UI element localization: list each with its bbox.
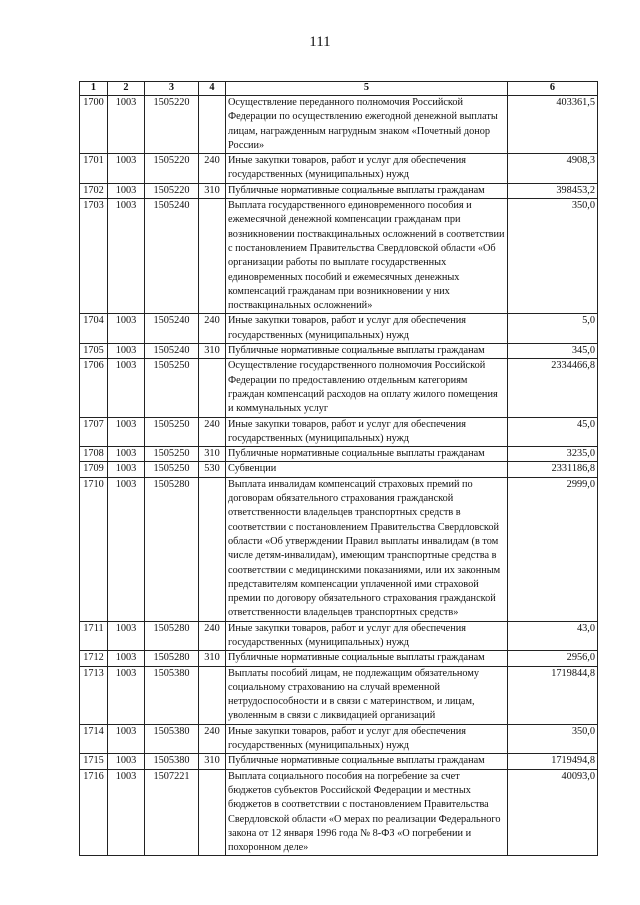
expense-kind-cell: 240: [199, 314, 226, 344]
section-code-cell: 1003: [108, 154, 145, 184]
expense-kind-cell: 240: [199, 154, 226, 184]
column-header: 4: [199, 82, 226, 96]
section-code-cell: 1003: [108, 314, 145, 344]
description-cell: Публичные нормативные социальные выплаты гражданам: [226, 754, 508, 769]
expense-kind-cell: [199, 199, 226, 314]
description-cell: Публичные нормативные социальные выплаты гражданам: [226, 651, 508, 666]
amount-cell: 2999,0: [508, 477, 598, 621]
expense-kind-cell: 240: [199, 724, 226, 754]
row-code-cell: 1713: [80, 666, 108, 724]
target-article-cell: 1505220: [145, 154, 199, 184]
expense-kind-cell: 310: [199, 344, 226, 359]
description-cell: Выплата инвалидам компенсаций страховых премий по договорам обязательного страхования гражданской ответственности владельцев транспортных средств в соответствии с постановлением Правительства Свердловской области «Об утверждении Правил выплаты инвалидам (в том числе детям-инвалидам), имеющим транспортные средства в соответствии с медицинскими показаниями, или их законным представителям компенсации уплаченной ими страховой премии по договору обязательного страхования гражданской ответственности владельцев транспортных средств»: [226, 477, 508, 621]
description-cell: Иные закупки товаров, работ и услуг для обеспечения государственных (муниципальных) нужд: [226, 154, 508, 184]
description-cell: Выплата государственного единовременного пособия и ежемесячной денежной компенсации гражданам при возникновении поствакцинальных осложнений в соответствии с постановлением Правительства Свердловской области «Об организации работы по выплате государственных единовременных пособий и ежемесячных денежных компенсаций гражданам при возникновении у них поствакцинальных осложнений»: [226, 199, 508, 314]
expense-kind-cell: 310: [199, 183, 226, 198]
description-cell: Выплата социального пособия на погребение за счет бюджетов субъектов Российской Федерации и местных бюджетов в соответствии с постановлением Правительства Свердловской области «О мерах по реализации Федерального закона от 12 января 1996 года № 8-ФЗ «О погребении и похоронном деле»: [226, 769, 508, 856]
target-article-cell: 1505250: [145, 462, 199, 477]
table-row: [80, 359, 598, 417]
row-code-cell: 1705: [80, 344, 108, 359]
section-code-cell: 1003: [108, 344, 145, 359]
table-row: [80, 462, 598, 477]
amount-cell: 350,0: [508, 724, 598, 754]
target-article-cell: 1505380: [145, 724, 199, 754]
table-row: [80, 651, 598, 666]
section-code-cell: 1003: [108, 447, 145, 462]
budget-table: [79, 81, 598, 856]
amount-cell: 1719844,8: [508, 666, 598, 724]
target-article-cell: 1505280: [145, 651, 199, 666]
column-header: 3: [145, 82, 199, 96]
description-cell: Публичные нормативные социальные выплаты гражданам: [226, 344, 508, 359]
table-row: [80, 769, 598, 856]
table-row: [80, 666, 598, 724]
row-code-cell: 1706: [80, 359, 108, 417]
target-article-cell: 1505280: [145, 477, 199, 621]
section-code-cell: 1003: [108, 651, 145, 666]
expense-kind-cell: [199, 96, 226, 154]
description-cell: Субвенции: [226, 462, 508, 477]
table-row: [80, 447, 598, 462]
target-article-cell: 1505220: [145, 183, 199, 198]
expense-kind-cell: 310: [199, 754, 226, 769]
amount-cell: 4908,3: [508, 154, 598, 184]
target-article-cell: 1505220: [145, 96, 199, 154]
target-article-cell: 1505250: [145, 447, 199, 462]
section-code-cell: 1003: [108, 621, 145, 651]
target-article-cell: 1505240: [145, 314, 199, 344]
table-row: [80, 314, 598, 344]
table-row: [80, 724, 598, 754]
amount-cell: 2334466,8: [508, 359, 598, 417]
expense-kind-cell: [199, 769, 226, 856]
target-article-cell: 1505240: [145, 199, 199, 314]
section-code-cell: 1003: [108, 666, 145, 724]
section-code-cell: 1003: [108, 183, 145, 198]
expense-kind-cell: 530: [199, 462, 226, 477]
description-cell: Иные закупки товаров, работ и услуг для обеспечения государственных (муниципальных) нужд: [226, 621, 508, 651]
amount-cell: 345,0: [508, 344, 598, 359]
row-code-cell: 1715: [80, 754, 108, 769]
section-code-cell: 1003: [108, 724, 145, 754]
description-cell: Публичные нормативные социальные выплаты гражданам: [226, 183, 508, 198]
table-row: [80, 621, 598, 651]
section-code-cell: 1003: [108, 462, 145, 477]
section-code-cell: 1003: [108, 477, 145, 621]
amount-cell: 2956,0: [508, 651, 598, 666]
column-header: 5: [226, 82, 508, 96]
page-number: 111: [309, 34, 331, 50]
table-row: [80, 154, 598, 184]
column-header: 6: [508, 82, 598, 96]
table-header-row: [80, 82, 598, 96]
expense-kind-cell: [199, 359, 226, 417]
amount-cell: 398453,2: [508, 183, 598, 198]
description-cell: Иные закупки товаров, работ и услуг для обеспечения государственных (муниципальных) нужд: [226, 724, 508, 754]
row-code-cell: 1716: [80, 769, 108, 856]
row-code-cell: 1711: [80, 621, 108, 651]
description-cell: Выплаты пособий лицам, не подлежащим обязательному социальному страхованию на случай временной нетрудоспособности и в связи с материнством, и лицам, уволенным в связи с ликвидацией организаций: [226, 666, 508, 724]
column-header: 1: [80, 82, 108, 96]
amount-cell: 1719494,8: [508, 754, 598, 769]
row-code-cell: 1701: [80, 154, 108, 184]
section-code-cell: 1003: [108, 754, 145, 769]
table-body: [80, 96, 598, 856]
amount-cell: 403361,5: [508, 96, 598, 154]
row-code-cell: 1712: [80, 651, 108, 666]
row-code-cell: 1703: [80, 199, 108, 314]
description-cell: Осуществление переданного полномочия Российской Федерации по осуществлению ежегодной денежной выплаты лицам, награжденным нагрудным знаком «Почетный донор России»: [226, 96, 508, 154]
description-cell: Осуществление государственного полномочия Российской Федерации по предоставлению отдельным категориям граждан компенсаций расходов на оплату жилого помещения и коммунальных услуг: [226, 359, 508, 417]
table-row: [80, 417, 598, 447]
amount-cell: 5,0: [508, 314, 598, 344]
target-article-cell: 1505380: [145, 754, 199, 769]
column-header: 2: [108, 82, 145, 96]
target-article-cell: 1505250: [145, 359, 199, 417]
row-code-cell: 1714: [80, 724, 108, 754]
row-code-cell: 1710: [80, 477, 108, 621]
target-article-cell: 1505380: [145, 666, 199, 724]
expense-kind-cell: 240: [199, 621, 226, 651]
table-row: [80, 199, 598, 314]
table-row: [80, 477, 598, 621]
amount-cell: 2331186,8: [508, 462, 598, 477]
amount-cell: 3235,0: [508, 447, 598, 462]
row-code-cell: 1709: [80, 462, 108, 477]
section-code-cell: 1003: [108, 96, 145, 154]
table-row: [80, 96, 598, 154]
expense-kind-cell: [199, 666, 226, 724]
target-article-cell: 1505240: [145, 344, 199, 359]
section-code-cell: 1003: [108, 199, 145, 314]
expense-kind-cell: 310: [199, 651, 226, 666]
amount-cell: 45,0: [508, 417, 598, 447]
target-article-cell: 1505280: [145, 621, 199, 651]
description-cell: Иные закупки товаров, работ и услуг для обеспечения государственных (муниципальных) нужд: [226, 417, 508, 447]
amount-cell: 350,0: [508, 199, 598, 314]
amount-cell: 43,0: [508, 621, 598, 651]
amount-cell: 40093,0: [508, 769, 598, 856]
section-code-cell: 1003: [108, 359, 145, 417]
expense-kind-cell: 310: [199, 447, 226, 462]
row-code-cell: 1700: [80, 96, 108, 154]
target-article-cell: 1507221: [145, 769, 199, 856]
table-row: [80, 344, 598, 359]
row-code-cell: 1704: [80, 314, 108, 344]
row-code-cell: 1702: [80, 183, 108, 198]
target-article-cell: 1505250: [145, 417, 199, 447]
expense-kind-cell: [199, 477, 226, 621]
expense-kind-cell: 240: [199, 417, 226, 447]
description-cell: Иные закупки товаров, работ и услуг для обеспечения государственных (муниципальных) нужд: [226, 314, 508, 344]
table-row: [80, 754, 598, 769]
section-code-cell: 1003: [108, 417, 145, 447]
row-code-cell: 1707: [80, 417, 108, 447]
row-code-cell: 1708: [80, 447, 108, 462]
table-row: [80, 183, 598, 198]
section-code-cell: 1003: [108, 769, 145, 856]
description-cell: Публичные нормативные социальные выплаты гражданам: [226, 447, 508, 462]
